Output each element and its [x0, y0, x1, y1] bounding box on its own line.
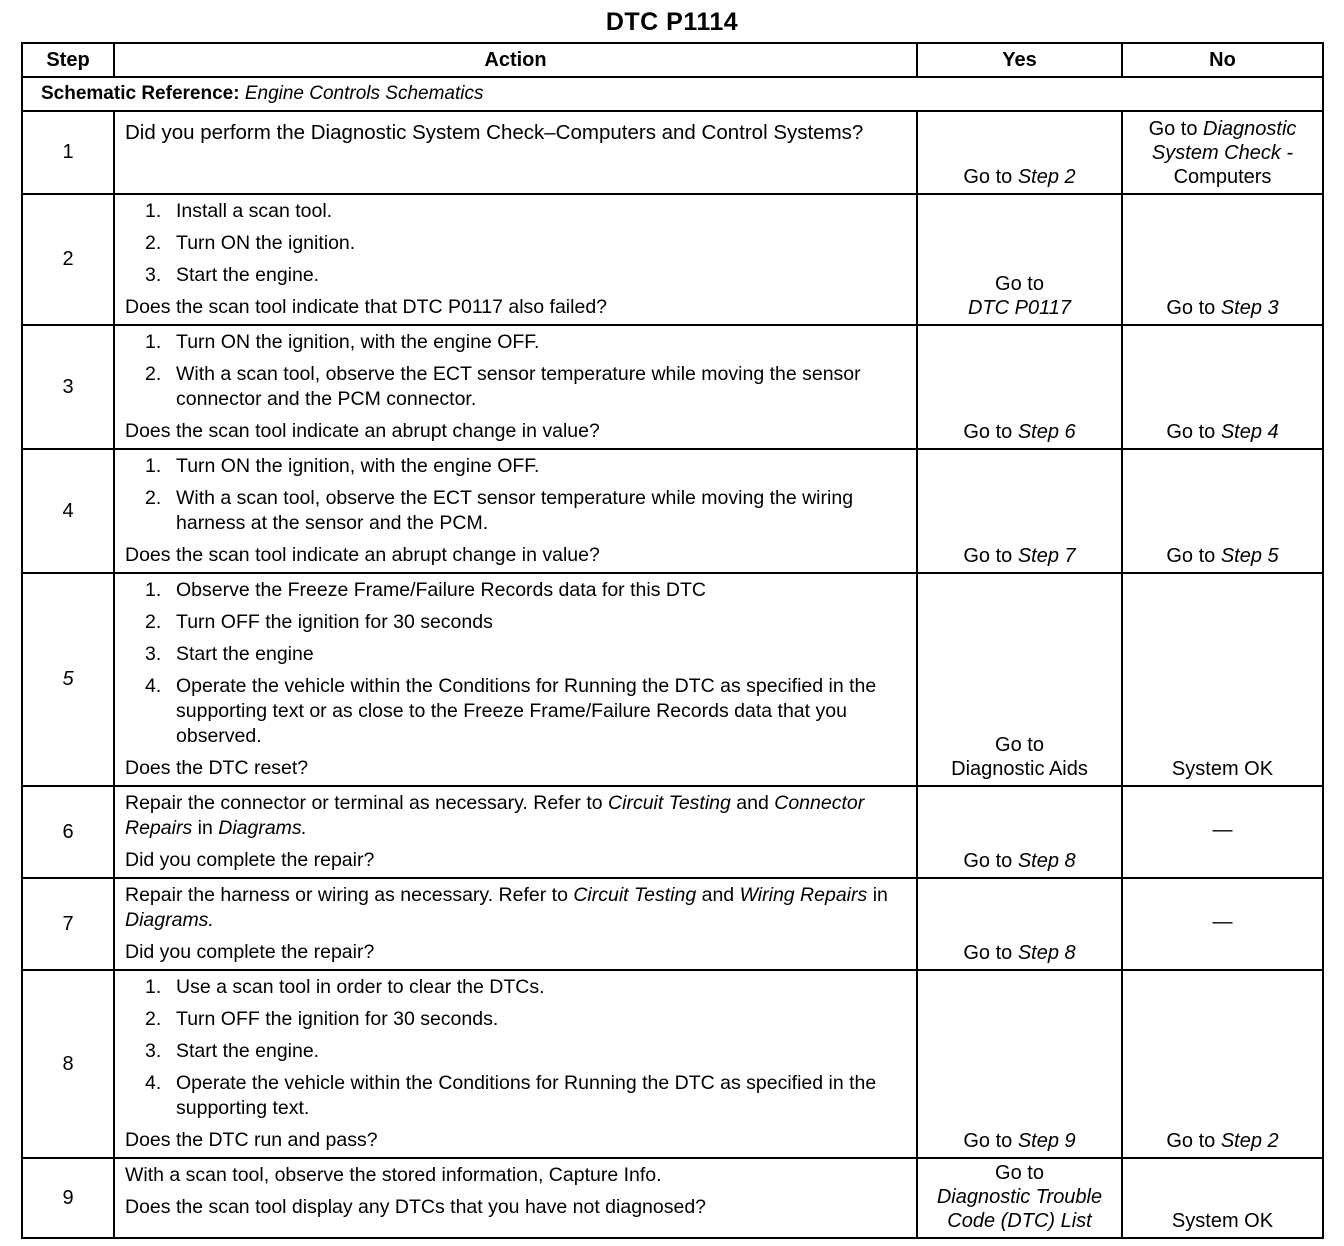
no-cell: [1122, 111, 1323, 194]
no-cell: [1122, 194, 1323, 325]
header-action: Action: [114, 43, 917, 77]
list-item: 4. Operate the vehicle within the Conditions for Running the DTC as specified in the supporting text.: [145, 1072, 877, 1119]
circuit-testing-link[interactable]: Circuit Testing: [608, 792, 731, 814]
list-item: 1. Turn ON the ignition, with the engine OFF.: [145, 331, 540, 353]
dtc-table: [21, 42, 1324, 1239]
no-prefix: Go to: [1166, 421, 1216, 443]
no-prefix: Go to: [1166, 297, 1216, 319]
yes-link[interactable]: Step 7: [1017, 545, 1076, 567]
table-row: [22, 573, 1323, 786]
step-list: [125, 578, 906, 749]
step-list: [125, 454, 906, 536]
no-text: System OK: [1171, 758, 1274, 780]
step-number: 5: [22, 573, 114, 786]
diagrams-link[interactable]: Diagrams.: [125, 909, 214, 931]
action-question: Did you complete the repair?: [125, 941, 375, 963]
action-cell: [114, 194, 917, 325]
table-row: [22, 194, 1323, 325]
action-question: Does the scan tool display any DTCs that you have not diagnosed?: [125, 1196, 707, 1218]
list-item: 1. Install a scan tool.: [145, 200, 333, 222]
no-text: —: [1212, 819, 1233, 841]
no-link[interactable]: Step 3: [1220, 297, 1279, 319]
circuit-testing-link[interactable]: Circuit Testing: [573, 884, 697, 906]
yes-cell: [917, 1158, 1122, 1238]
yes-cell: [917, 449, 1122, 573]
list-item: 2. Turn OFF the ignition for 30 seconds.: [145, 1008, 499, 1030]
table-row: [22, 878, 1323, 970]
yes-prefix: Go to: [963, 942, 1013, 964]
yes-cell: [917, 111, 1122, 194]
yes-cell: [917, 573, 1122, 786]
yes-link[interactable]: Step 8: [1017, 850, 1076, 872]
action-cell: [114, 325, 917, 449]
action-question: Does the scan tool indicate that DTC P0117 also failed?: [125, 296, 608, 318]
action-question: Did you complete the repair?: [125, 849, 375, 871]
schematic-reference-link[interactable]: Engine Controls Schematics: [244, 83, 484, 104]
yes-link[interactable]: Step 8: [1017, 942, 1076, 964]
yes-cell: [917, 325, 1122, 449]
action-paragraph: Repair the harness or wiring as necessary. Refer to Circuit Testing and Wiring Repairs in Diagrams.: [125, 884, 888, 931]
yes-link[interactable]: Diagnostic Trouble Code (DTC) List: [936, 1186, 1103, 1232]
yes-prefix: Go to: [995, 734, 1044, 756]
no-cell: [1122, 325, 1323, 449]
no-link[interactable]: Diagnostic System Check -: [1151, 118, 1297, 164]
yes-prefix: Go to: [963, 850, 1013, 872]
table-row: [22, 111, 1323, 194]
wiring-repairs-link[interactable]: Wiring Repairs: [739, 884, 868, 906]
list-item: 1. Use a scan tool in order to clear the DTCs.: [145, 976, 545, 998]
list-item: 3. Start the engine.: [145, 264, 320, 286]
list-item: 1. Turn ON the ignition, with the engine OFF.: [145, 455, 540, 477]
list-item: 3. Start the engine: [145, 643, 314, 665]
header-yes: Yes: [917, 43, 1122, 77]
no-cell: [1122, 573, 1323, 786]
action-question: Does the scan tool indicate an abrupt change in value?: [125, 544, 600, 566]
table-row: [22, 325, 1323, 449]
table-row: [22, 970, 1323, 1158]
schematic-reference-label: Schematic Reference:: [41, 83, 240, 104]
action-paragraph: With a scan tool, observe the stored information, Capture Info.: [125, 1164, 662, 1186]
no-suffix: Computers: [1173, 166, 1272, 188]
no-cell: [1122, 1158, 1323, 1238]
yes-prefix: Go to: [995, 273, 1044, 295]
yes-cell: [917, 786, 1122, 878]
action-cell: [114, 878, 917, 970]
no-prefix: Go to: [1166, 545, 1216, 567]
action-question: Does the DTC run and pass?: [125, 1129, 378, 1151]
action-question: Does the scan tool indicate an abrupt change in value?: [125, 420, 600, 442]
yes-prefix: Go to: [963, 421, 1013, 443]
table-row: [22, 449, 1323, 573]
diagrams-link[interactable]: Diagrams.: [218, 817, 308, 839]
no-cell: [1122, 970, 1323, 1158]
table-row: [22, 1158, 1323, 1238]
action-cell: [114, 111, 917, 194]
yes-link[interactable]: DTC P0117: [967, 297, 1071, 319]
page-title: DTC P1114: [605, 8, 739, 36]
no-link[interactable]: Step 5: [1220, 545, 1279, 567]
yes-prefix: Go to: [963, 166, 1013, 188]
list-item: 4. Operate the vehicle within the Conditions for Running the DTC as specified in the supporting text or as close to the Freeze Frame/Failure Records data that you observed.: [145, 675, 877, 747]
header-row: [22, 43, 1323, 77]
no-prefix: Go to: [1148, 118, 1198, 140]
step-number: 2: [22, 194, 114, 325]
action-question: Did you perform the Diagnostic System Check–Computers and Control Systems?: [125, 121, 864, 144]
yes-prefix: Go to: [963, 1130, 1013, 1152]
yes-cell: [917, 194, 1122, 325]
step-number: 1: [22, 111, 114, 194]
list-item: 2. With a scan tool, observe the ECT sensor temperature while moving the sensor connector and the PCM connector.: [145, 363, 861, 410]
list-item: 3. Start the engine.: [145, 1040, 320, 1062]
yes-link[interactable]: Diagnostic Aids: [951, 758, 1088, 780]
yes-link[interactable]: Step 9: [1017, 1130, 1076, 1152]
step-number: 3: [22, 325, 114, 449]
step-number: 9: [22, 1158, 114, 1238]
action-paragraph: Repair the connector or terminal as necessary. Refer to Circuit Testing and Connector Repairs in Diagrams.: [125, 792, 865, 839]
yes-link[interactable]: Step 6: [1017, 421, 1076, 443]
header-step: Step: [22, 43, 114, 77]
list-item: 2. With a scan tool, observe the ECT sensor temperature while moving the wiring harness at the sensor and the PCM.: [145, 487, 854, 534]
connector-repairs-link[interactable]: Connector Repairs: [125, 792, 865, 839]
schematic-reference-row: [22, 77, 1323, 111]
schematic-reference: [22, 77, 1323, 111]
step-list: [125, 199, 906, 288]
list-item: 1. Observe the Freeze Frame/Failure Records data for this DTC: [145, 579, 706, 601]
yes-prefix: Go to: [963, 545, 1013, 567]
table-row: [22, 786, 1323, 878]
list-item: 2. Turn OFF the ignition for 30 seconds: [145, 611, 493, 633]
yes-link[interactable]: Step 2: [1017, 166, 1076, 188]
action-cell: [114, 449, 917, 573]
no-text: System OK: [1171, 1210, 1274, 1232]
no-cell: [1122, 786, 1323, 878]
yes-cell: [917, 878, 1122, 970]
step-number: 8: [22, 970, 114, 1158]
step-number: 6: [22, 786, 114, 878]
step-list: [125, 975, 906, 1121]
no-link[interactable]: Step 4: [1220, 421, 1279, 443]
action-cell: [114, 1158, 917, 1238]
yes-cell: [917, 970, 1122, 1158]
action-cell: [114, 573, 917, 786]
header-no: No: [1122, 43, 1323, 77]
list-item: 2. Turn ON the ignition.: [145, 232, 356, 254]
no-cell: [1122, 878, 1323, 970]
no-cell: [1122, 449, 1323, 573]
no-link[interactable]: Step 2: [1220, 1130, 1279, 1152]
action-question: Does the DTC reset?: [125, 757, 309, 779]
step-number: 4: [22, 449, 114, 573]
step-number: 7: [22, 878, 114, 970]
step-list: [125, 330, 906, 412]
no-prefix: Go to: [1166, 1130, 1216, 1152]
action-cell: [114, 786, 917, 878]
action-cell: [114, 970, 917, 1158]
yes-prefix: Go to: [995, 1162, 1044, 1184]
no-text: —: [1212, 911, 1233, 933]
